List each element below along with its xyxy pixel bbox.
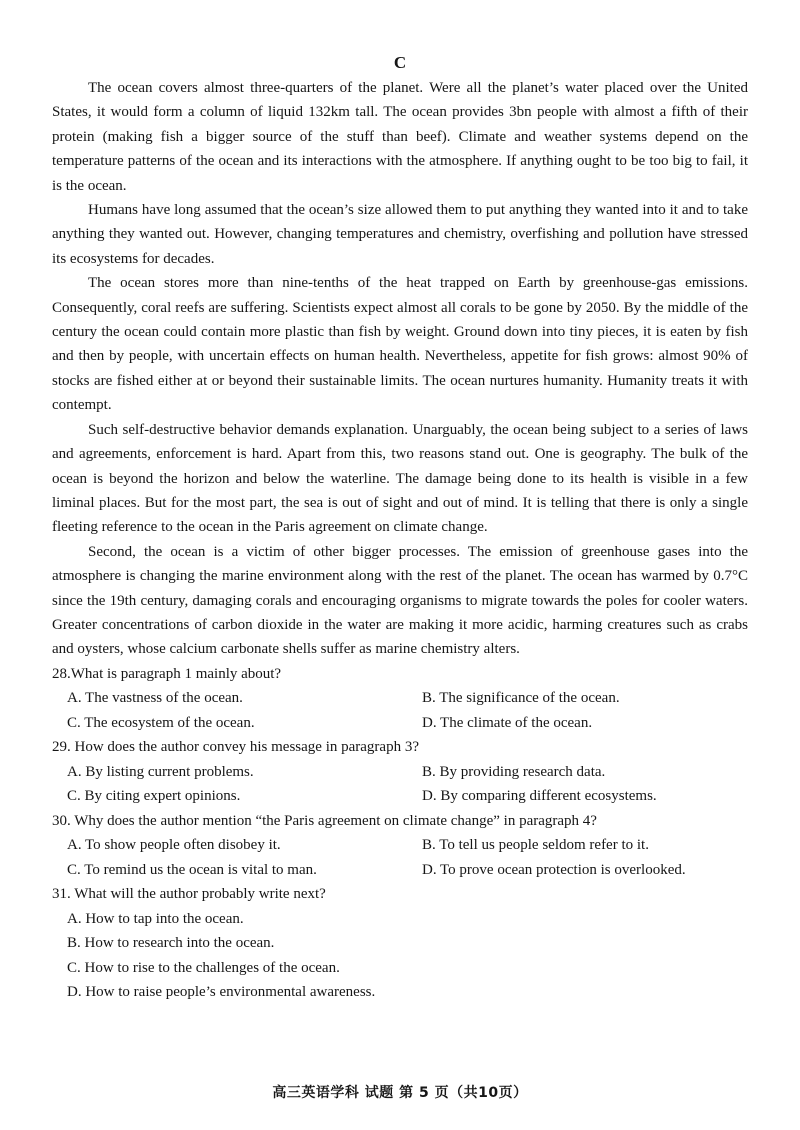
page-footer: 高三英语学科 试题 第 5 页（共10页） bbox=[272, 1085, 528, 1101]
passage-paragraph-5: Second, the ocean is a victim of other bigger processes. The emission of greenhouse gases into the atmosphere is changing the marine environment along with the rest of the planet. The ocean has warmed by 0.7°C since the 19th century, damaging corals and encouraging organisms to migrate towards the poles for cooler waters. Greater concentrations of carbon dioxide in the water are making it more acidic, harming creatures such as crabs and oysters, whose calcium carbonate shells suffer as marine chemistry alters. bbox=[52, 543, 748, 658]
answer-options bbox=[52, 833, 748, 882]
option-c: C. The ecosystem of the ocean. bbox=[67, 714, 255, 731]
option-c: C. How to rise to the challenges of the ocean. bbox=[67, 959, 340, 976]
option-d: D. By comparing different ecosystems. bbox=[422, 788, 657, 805]
option-a: A. The vastness of the ocean. bbox=[67, 690, 243, 707]
option-c: C. To remind us the ocean is vital to man. bbox=[67, 861, 317, 878]
question-stem: 30. Why does the author mention “the Paris agreement on climate change” in paragraph 4? bbox=[52, 812, 597, 829]
option-d: D. The climate of the ocean. bbox=[422, 714, 593, 731]
question-28 bbox=[52, 662, 748, 736]
option-b: B. The significance of the ocean. bbox=[422, 690, 620, 707]
option-b: B. How to research into the ocean. bbox=[67, 935, 275, 952]
passage-paragraph-4: Such self-destructive behavior demands explanation. Unarguably, the ocean being subject to a series of laws and agreements, enforcement is hard. Apart from this, two reasons stand out. One is geography. The bulk of the ocean is beyond the horizon and below the waterline. The damage being done to its health is visible in a few liminal places. But for the most part, the sea is out of sight and out of mind. It is telling that there is only a single fleeting reference to the ocean in the Paris agreement on climate change. bbox=[52, 421, 748, 536]
option-c: C. By citing expert opinions. bbox=[67, 788, 241, 805]
answer-options bbox=[52, 907, 748, 1005]
question-stem: 31. What will the author probably write next? bbox=[52, 886, 326, 903]
answer-options bbox=[52, 686, 748, 735]
exam-page bbox=[52, 52, 748, 1005]
reading-passage bbox=[52, 76, 748, 662]
question-stem: 28.What is paragraph 1 mainly about? bbox=[52, 665, 282, 682]
option-b: B. To tell us people seldom refer to it. bbox=[422, 837, 649, 854]
option-b: B. By providing research data. bbox=[422, 763, 606, 780]
option-d: D. How to raise people’s environmental awareness. bbox=[67, 984, 376, 1001]
option-a: A. To show people often disobey it. bbox=[67, 837, 281, 854]
option-a: A. By listing current problems. bbox=[67, 763, 254, 780]
passage-paragraph-3: The ocean stores more than nine-tenths of the heat trapped on Earth by greenhouse-gas emissions. Consequently, coral reefs are suffering. Scientists expect almost all corals to be gone by 2050. By the middle of the century the ocean could contain more plastic than fish by weight. Ground down into tiny pieces, it is eaten by fish and then by people, with uncertain effects on human health. Nevertheless, appetite for fish grows: almost 90% of stocks are fished either at or beyond their sustainable limits. The ocean nurtures humanity. Humanity treats it with contempt. bbox=[52, 275, 748, 414]
passage-paragraph-2: Humans have long assumed that the ocean’s size allowed them to put anything they wanted into it and to take anything they wanted out. However, changing temperatures and chemistry, overfishing and pollution have stressed its ecosystems for decades. bbox=[52, 202, 748, 267]
question-30 bbox=[52, 809, 748, 883]
option-a: A. How to tap into the ocean. bbox=[67, 910, 244, 927]
option-d: D. To prove ocean protection is overlooked. bbox=[422, 861, 686, 878]
question-29 bbox=[52, 735, 748, 809]
section-label: C bbox=[393, 53, 407, 72]
passage-paragraph-1: The ocean covers almost three-quarters of the planet. Were all the planet’s water placed over the United States, it would form a column of liquid 132km tall. The ocean provides 3bn people with almost a fifth of their protein (making fish a bigger source of the stuff than beef). Climate and weather systems depend on the temperature patterns of the ocean and its interactions with the atmosphere. If anything ought to be too big to fail, it is the ocean. bbox=[52, 80, 748, 194]
question-stem: 29. How does the author convey his message in paragraph 3? bbox=[52, 739, 419, 756]
question-list bbox=[52, 662, 748, 1005]
answer-options bbox=[52, 760, 748, 809]
question-31 bbox=[52, 882, 748, 1005]
